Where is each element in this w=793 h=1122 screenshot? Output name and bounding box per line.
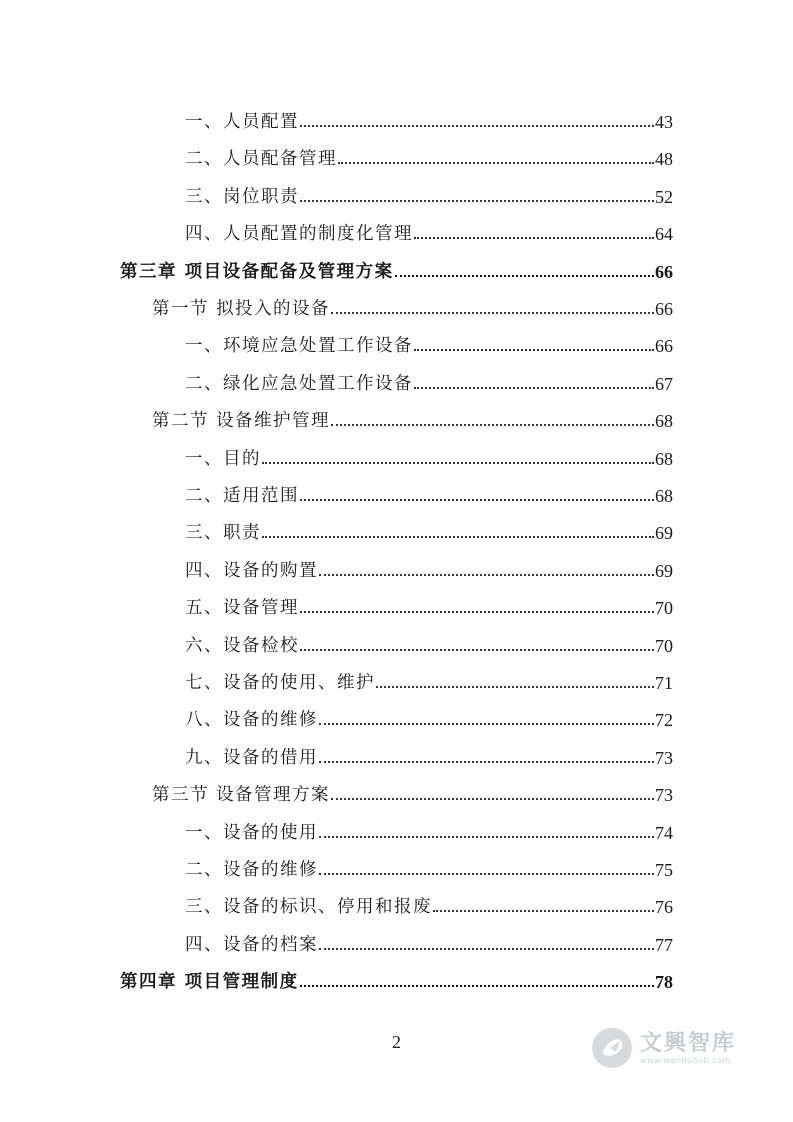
- toc-entry-label: 二、适用范围: [185, 486, 299, 506]
- dot-leader: [331, 312, 654, 314]
- toc-entry[interactable]: [185, 367, 673, 395]
- toc-entry-page: 72: [655, 710, 673, 731]
- toc-entry-page: 66: [655, 336, 673, 357]
- toc-entry[interactable]: [185, 741, 673, 769]
- toc-entry[interactable]: [120, 965, 673, 993]
- toc-entry-label: 七、设备的使用、维护: [185, 673, 375, 693]
- toc-entry[interactable]: [185, 853, 673, 881]
- toc-entry-label: 二、绿化应急处置工作设备: [185, 373, 413, 394]
- toc-entry-label: 三、岗位职责: [185, 186, 299, 207]
- dot-leader: [414, 387, 654, 389]
- toc-entry-page: 69: [655, 560, 673, 581]
- toc-entry-label: 第三节 设备管理方案: [152, 785, 331, 806]
- toc-entry[interactable]: [185, 516, 673, 544]
- toc-entry-label: 四、人员配置的制度化管理: [185, 224, 413, 245]
- toc-entry-label: 一、设备的使用: [185, 822, 318, 843]
- dot-leader: [300, 499, 654, 501]
- dot-leader: [395, 275, 654, 277]
- toc-entry-page: 78: [655, 972, 673, 993]
- toc-entry-page: 68: [655, 411, 673, 432]
- toc-entry-label: 四、设备的购置: [185, 560, 318, 581]
- toc-entry-page: 43: [655, 112, 673, 132]
- toc-entry-page: 52: [655, 186, 673, 207]
- dot-leader: [300, 125, 654, 127]
- toc-entry-label: 八、设备的维修: [185, 710, 318, 731]
- toc-entry[interactable]: [152, 292, 673, 320]
- toc-entry-page: 71: [655, 673, 673, 693]
- toc-entry-page: 66: [655, 261, 673, 282]
- dot-leader: [262, 462, 654, 464]
- toc-entry-page: 70: [655, 598, 673, 619]
- toc-entry-page: 68: [655, 486, 673, 506]
- toc-entry-page: 67: [655, 373, 673, 394]
- toc-entry[interactable]: [185, 890, 673, 918]
- toc-entry[interactable]: [185, 591, 673, 619]
- watermark: [590, 1022, 750, 1074]
- toc-entry-page: 64: [655, 224, 673, 245]
- dot-leader: [262, 536, 654, 538]
- toc-entry[interactable]: [185, 442, 673, 470]
- dot-leader: [414, 349, 654, 351]
- toc-entry-label: 二、人员配备管理: [185, 149, 337, 170]
- dot-leader: [300, 985, 654, 987]
- toc-entry-label: 二、设备的维修: [185, 860, 318, 880]
- toc-entry[interactable]: [152, 778, 673, 806]
- dot-leader: [300, 649, 654, 651]
- toc-entry[interactable]: [120, 255, 673, 283]
- page-number: 2: [392, 1032, 401, 1052]
- watermark-name: 文興智库: [640, 1030, 737, 1056]
- toc-entry-label: 三、设备的标识、停用和报废: [185, 897, 432, 918]
- watermark-url: www.wenduolib.com: [640, 1055, 731, 1065]
- toc-entry-label: 五、设备管理: [185, 598, 299, 619]
- toc-entry-page: 77: [655, 934, 673, 955]
- dot-leader: [319, 761, 654, 763]
- toc-entry-label: 一、环境应急处置工作设备: [185, 336, 413, 357]
- dot-leader: [331, 798, 654, 800]
- dot-leader: [300, 200, 654, 202]
- toc-entry[interactable]: [185, 105, 673, 133]
- toc-entry-label: 第四章 项目管理制度: [120, 972, 299, 993]
- toc-entry[interactable]: [185, 816, 673, 844]
- toc-entry-page: 73: [655, 785, 673, 806]
- toc-entry-page: 48: [655, 149, 673, 170]
- toc-entry-label: 第三章 项目设备配备及管理方案: [120, 261, 394, 282]
- toc-entry[interactable]: [185, 928, 673, 956]
- dot-leader: [319, 574, 654, 576]
- toc-entry-label: 六、设备检校: [185, 635, 299, 656]
- toc-entry[interactable]: [185, 554, 673, 582]
- toc-entry[interactable]: [185, 629, 673, 657]
- toc-entry-page: 70: [655, 635, 673, 656]
- toc-entry[interactable]: [185, 180, 673, 208]
- toc-entry-label: 一、人员配置: [185, 112, 299, 132]
- toc-entry-label: 第一节 拟投入的设备: [152, 299, 331, 319]
- toc-entry-page: 75: [655, 860, 673, 880]
- toc-entry-page: 69: [655, 523, 673, 544]
- toc-entry[interactable]: [185, 217, 673, 245]
- toc-entry[interactable]: [152, 404, 673, 432]
- dot-leader: [319, 723, 654, 725]
- toc-entry[interactable]: [185, 703, 673, 731]
- toc-entry[interactable]: [185, 142, 673, 170]
- toc-entry-page: 73: [655, 747, 673, 768]
- toc-entry[interactable]: [185, 666, 673, 694]
- dot-leader: [319, 873, 654, 875]
- toc-entry-page: 74: [655, 822, 673, 843]
- toc-entry-page: 66: [655, 299, 673, 319]
- dot-leader: [414, 237, 654, 239]
- dot-leader: [300, 611, 654, 613]
- toc-entry-label: 九、设备的借用: [185, 747, 318, 768]
- dot-leader: [331, 424, 654, 426]
- toc-entry-label: 第二节 设备维护管理: [152, 411, 331, 432]
- toc-entry[interactable]: [185, 329, 673, 357]
- toc-entry-label: 三、职责: [185, 523, 261, 544]
- dot-leader: [319, 836, 654, 838]
- dot-leader: [319, 948, 654, 950]
- toc-entry-label: 一、目的: [185, 448, 261, 469]
- dot-leader: [376, 686, 654, 688]
- dot-leader: [433, 910, 654, 912]
- logo-icon: [590, 1026, 634, 1070]
- toc-entry-page: 76: [655, 897, 673, 918]
- toc-entry-page: 68: [655, 448, 673, 469]
- dot-leader: [338, 162, 654, 164]
- toc-entry[interactable]: [185, 479, 673, 507]
- toc-entry-label: 四、设备的档案: [185, 934, 318, 955]
